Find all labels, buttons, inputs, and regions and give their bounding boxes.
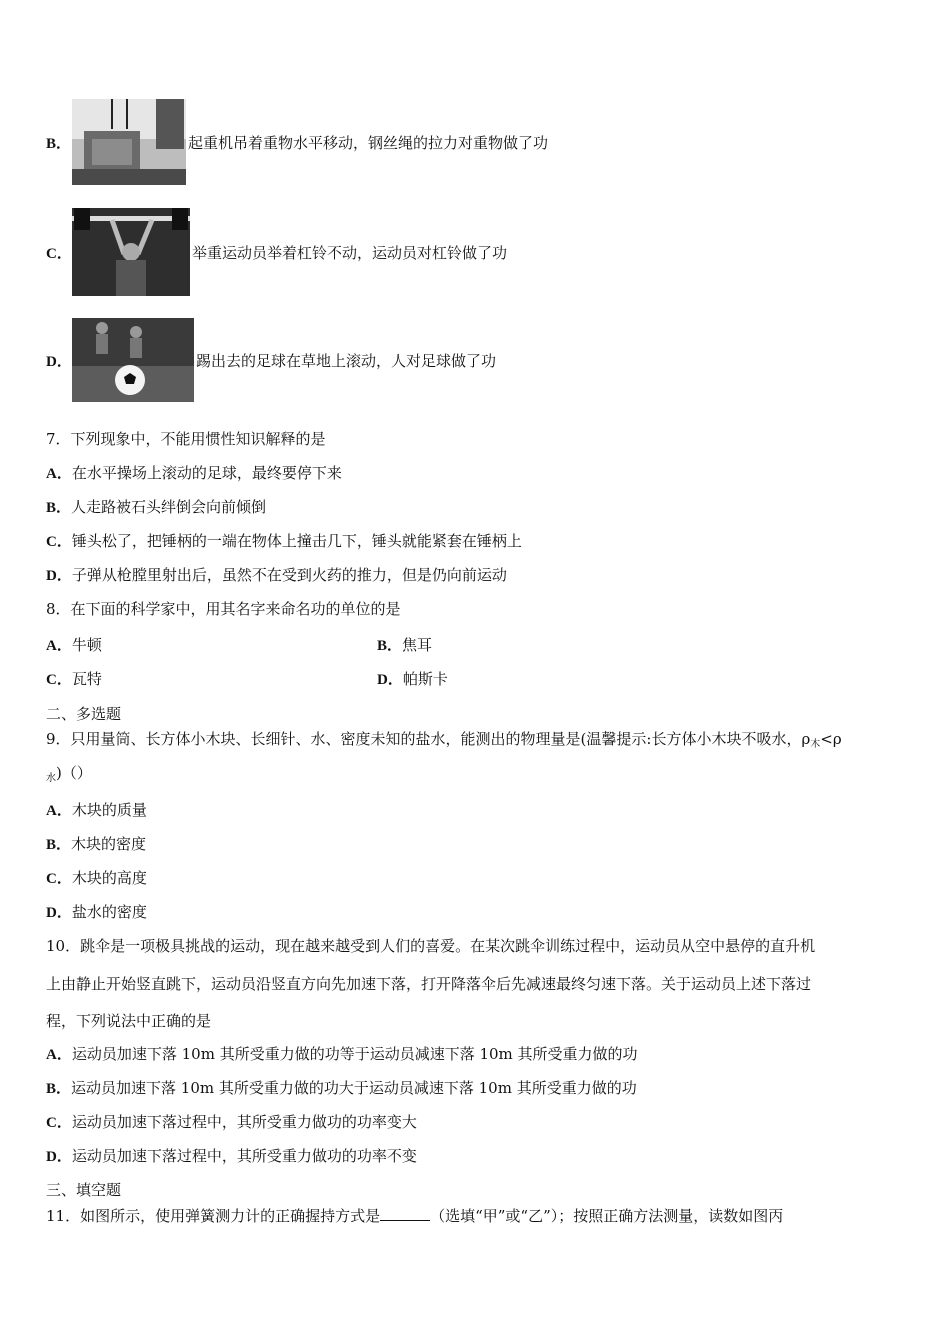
option-letter: C．	[46, 1115, 72, 1131]
question-9-stem	[46, 729, 842, 755]
soccer-photo	[72, 318, 194, 402]
option-text: 牛顿	[71, 636, 102, 654]
q10-option-d	[46, 1146, 417, 1167]
option-text: 起重机吊着重物水平移动，钢丝绳的拉力对重物做了功	[188, 133, 549, 152]
option-text: 帕斯卡	[402, 670, 448, 688]
section-heading-multiple-choice: 二、多选题	[46, 705, 122, 723]
option-letter: B．	[46, 1081, 72, 1097]
q8-option-c	[46, 669, 102, 690]
option-letter: C．	[46, 672, 72, 688]
option-letter: B．	[46, 837, 72, 853]
q7-option-a	[46, 463, 342, 484]
q9-stem-text: 9．只用量筒、长方体小木块、长细针、水、密度未知的盐水，能测出的物理量是(温馨提示:长方体小木块不吸水，ρ	[46, 730, 811, 748]
option-text: 在水平操场上滚动的足球，最终要停下来	[71, 464, 342, 482]
soccer-illustration	[72, 318, 194, 402]
option-text: 运动员加速下落过程中，其所受重力做功的功率变大	[71, 1113, 417, 1131]
q10-option-a	[46, 1044, 638, 1065]
q9-option-d	[46, 902, 147, 923]
q9-subscript-wood: 木	[810, 739, 821, 750]
option-text: 举重运动员举着杠铃不动，运动员对杠铃做了功	[192, 243, 508, 262]
option-letter: B．	[46, 135, 72, 152]
option-letter: C．	[46, 245, 72, 262]
option-text: 木块的质量	[71, 801, 147, 819]
q6-option-c	[46, 208, 507, 296]
question-10-stem-line2: 上由静止开始竖直跳下，运动员沿竖直方向先加速下落，打开降落伞后先减速最终匀速下落。关于运动员上述下落过	[46, 975, 812, 993]
option-letter: A．	[46, 1047, 72, 1063]
q11-after-blank: （选填“甲”或“乙”）；按照正确方法测量，读数如图丙	[430, 1207, 784, 1225]
q8-option-d	[377, 669, 448, 690]
q10-option-b	[46, 1078, 637, 1099]
question-10-stem-line3: 程，下列说法中正确的是	[46, 1012, 212, 1030]
q8-option-a	[46, 635, 102, 656]
crane-illustration	[72, 99, 186, 185]
q9-option-a	[46, 800, 147, 821]
q10-option-c	[46, 1112, 417, 1133]
option-text: 运动员加速下落 10m 其所受重力做的功等于运动员减速下落 10m 其所受重力做的功	[71, 1045, 638, 1063]
q6-option-d	[46, 318, 496, 402]
q7-option-c	[46, 531, 522, 552]
option-text: 木块的高度	[71, 869, 147, 887]
q6-option-b	[46, 99, 548, 185]
weightlifter-photo	[72, 208, 190, 296]
section-heading-fill-in: 三、填空题	[46, 1181, 122, 1199]
option-text: 子弹从枪膛里射出后，虽然不在受到火药的推力，但是仍向前运动	[71, 566, 507, 584]
option-text: 瓦特	[71, 670, 102, 688]
option-letter: D．	[46, 1149, 72, 1165]
option-letter: D．	[46, 568, 72, 584]
question-7-stem: 7．下列现象中，不能用惯性知识解释的是	[46, 430, 326, 448]
option-text: 盐水的密度	[71, 903, 147, 921]
weightlifter-illustration	[72, 208, 190, 296]
option-text: 焦耳	[402, 636, 433, 654]
option-letter: D．	[46, 905, 72, 921]
option-text: 运动员加速下落 10m 其所受重力做的功大于运动员减速下落 10m 其所受重力做的功	[71, 1079, 637, 1097]
option-text: 锤头松了，把锤柄的一端在物体上撞击几下，锤头就能紧套在锤柄上	[71, 532, 522, 550]
q11-before-blank: 11．如图所示，使用弹簧测力计的正确握持方式是	[46, 1207, 381, 1225]
q9-stem-end: )（）	[56, 764, 92, 782]
option-letter: A．	[46, 803, 72, 819]
option-letter: D．	[377, 672, 403, 688]
option-letter: B．	[46, 500, 72, 516]
q9-subscript-water: 水	[46, 773, 56, 784]
q7-option-d	[46, 565, 507, 586]
option-letter: D．	[46, 353, 72, 370]
q9-option-c	[46, 868, 147, 889]
question-10-stem-line1: 10．跳伞是一项极具挑战的运动，现在越来越受到人们的喜爱。在某次跳伞训练过程中，运动员从空中悬停的直升机	[46, 937, 816, 955]
option-text: 人走路被石头绊倒会向前倾倒	[71, 498, 267, 516]
option-text: 木块的密度	[71, 835, 147, 853]
option-letter: B．	[377, 638, 403, 654]
option-text: 踢出去的足球在草地上滚动，人对足球做了功	[196, 351, 497, 370]
question-11-stem	[46, 1206, 783, 1226]
q8-option-b	[377, 635, 432, 656]
option-letter: C．	[46, 871, 72, 887]
question-8-stem: 8．在下面的科学家中，用其名字来命名功的单位的是	[46, 600, 401, 618]
option-letter: C．	[46, 534, 72, 550]
question-9-stem-cont	[46, 763, 92, 789]
q7-option-b	[46, 497, 266, 518]
q9-less-than: <ρ	[820, 730, 842, 748]
option-letter: A．	[46, 466, 72, 482]
q9-option-b	[46, 834, 146, 855]
option-text: 运动员加速下落过程中，其所受重力做功的功率不变	[71, 1147, 417, 1165]
answer-blank[interactable]	[380, 1206, 430, 1221]
option-letter: A．	[46, 638, 72, 654]
crane-photo	[72, 99, 186, 185]
